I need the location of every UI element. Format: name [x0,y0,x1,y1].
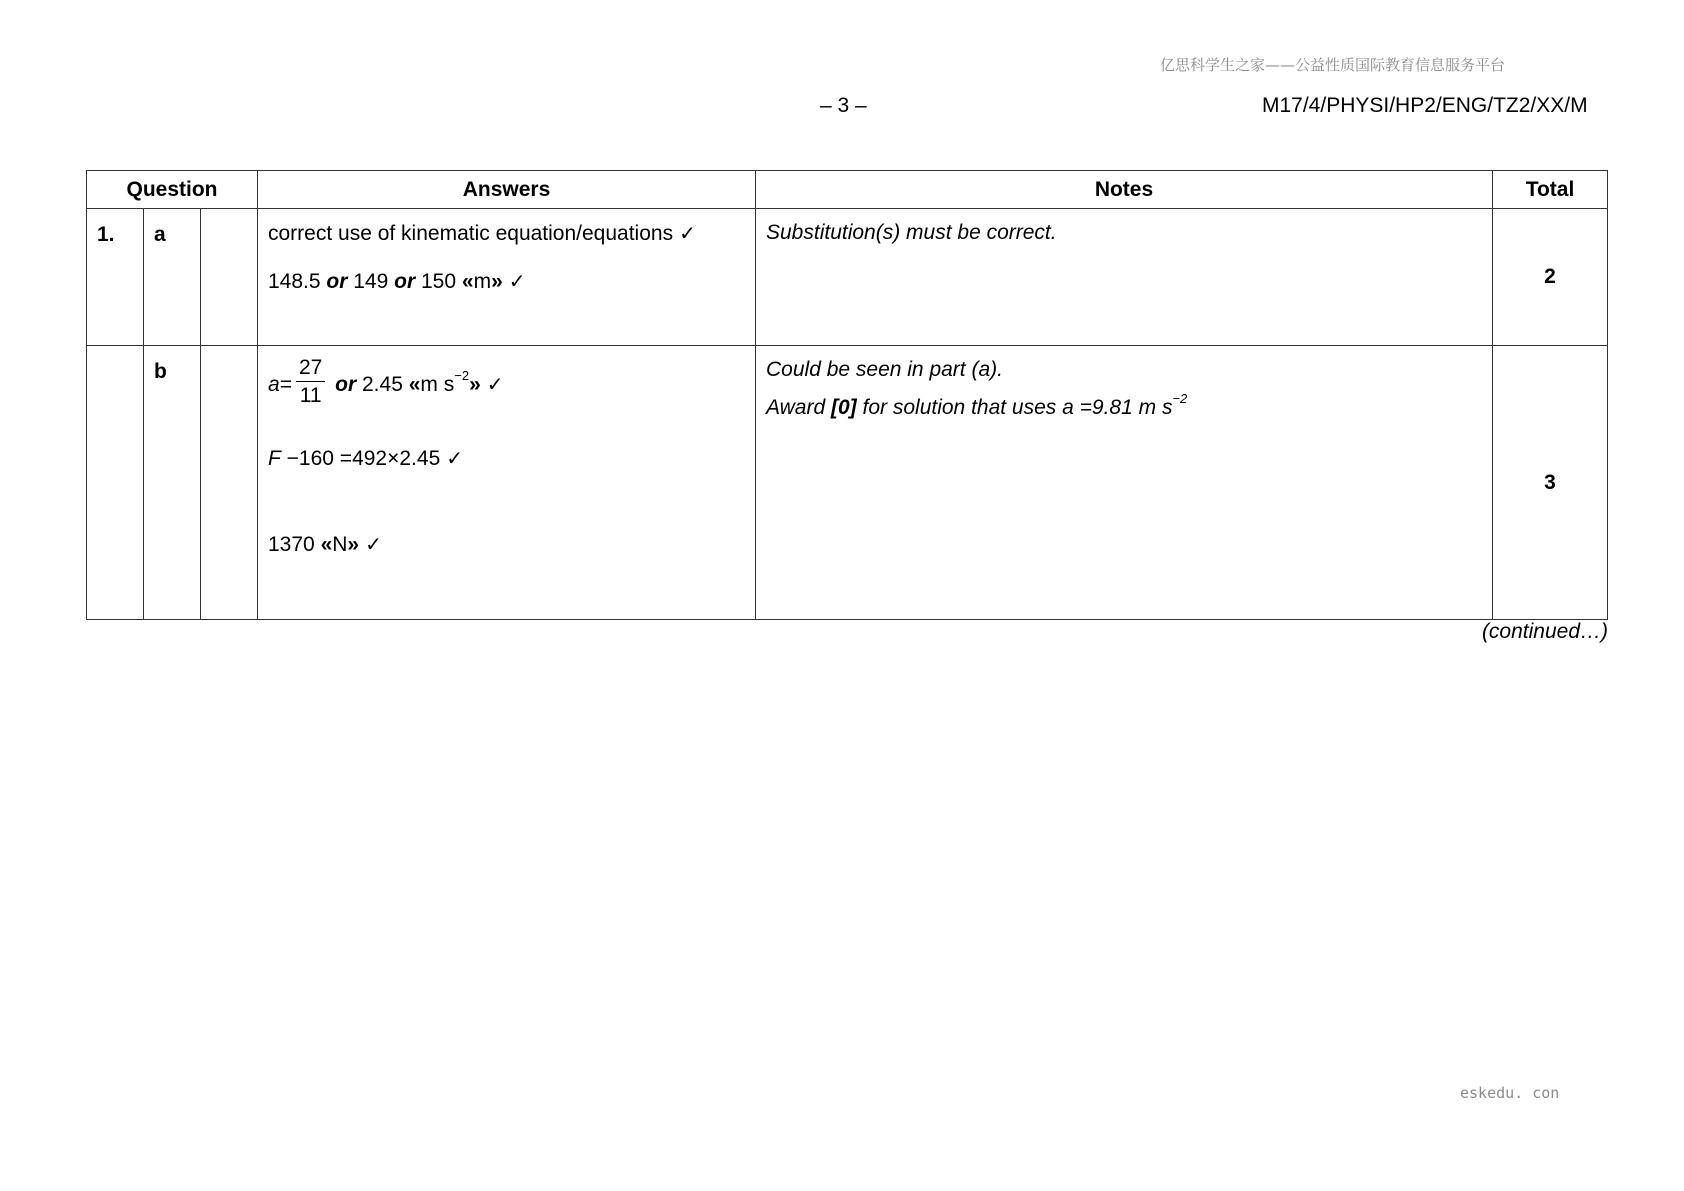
close-guillemet: » [347,533,360,556]
tick-icon: ✓ [679,221,696,245]
open-guillemet: « [320,533,333,556]
answer-line [268,221,696,246]
or-connector: or [326,270,348,293]
question-part: b [144,346,201,620]
tick-icon: ✓ [365,532,382,556]
table-row [87,209,1608,346]
answer-line [268,269,526,294]
tick-icon: ✓ [446,446,464,470]
answers-cell [258,346,756,620]
notes-cell [756,346,1493,620]
document-code: M17/4/PHYSI/HP2/ENG/TZ2/XX/M [1262,94,1588,117]
unit: N [332,533,348,556]
answer-value: 150 [420,270,457,293]
answer-value: 148.5 [268,270,321,293]
answer-text: correct use of kinematic equation/equations [268,222,674,245]
table-row [87,346,1608,620]
watermark-bottom: eskedu. con [1460,1084,1560,1102]
question-number: 1. [87,209,144,346]
total-mark: 2 [1493,209,1608,346]
force-equation: −160 =492×2.45 [286,447,441,470]
or-connector: or [394,270,416,293]
fraction [296,355,325,410]
table-header-row [87,171,1608,209]
answers-cell [258,209,756,346]
header-notes: Notes [756,171,1493,209]
unit: m s [420,373,455,397]
note-text: Substitution(s) must be correct. [766,221,1057,244]
or-connector: or [335,373,357,397]
header-total: Total [1493,171,1608,209]
header-answers: Answers [258,171,756,209]
answer-value: 1370 [268,533,315,556]
header-question: Question [87,171,258,209]
note-text: Could be seen in part (a). [766,358,1003,381]
note-text [766,391,1188,420]
note-award-label: Award [766,396,826,419]
variable-a: a [268,373,280,397]
mark-zero: [0] [831,396,857,419]
fraction-numerator: 27 [296,355,325,382]
question-subpart [201,346,258,620]
continued-label: (continued…) [1481,620,1608,643]
watermark-top: 亿思科学生之家——公益性质国际教育信息服务平台 [1160,56,1506,74]
open-guillemet: « [408,373,421,397]
answer-line [268,446,463,471]
question-subpart [201,209,258,346]
tick-icon: ✓ [486,372,504,397]
close-guillemet: » [469,373,481,397]
unit-exponent: −2 [1172,391,1188,406]
tick-icon: ✓ [508,269,526,293]
equals-sign: = [279,373,292,397]
question-number [87,346,144,620]
unit: m [473,270,492,293]
close-guillemet: » [491,270,503,293]
note-award-text: for solution that uses a =9.81 m s [862,396,1173,419]
variable-f: F [268,447,281,470]
page-number: – 3 – [820,94,867,117]
total-mark: 3 [1493,346,1608,620]
unit-exponent: −2 [454,368,470,384]
answer-value: 2.45 [362,373,403,397]
open-guillemet: « [461,270,474,293]
answer-line [268,358,504,413]
question-part: a [144,209,201,346]
answer-line [268,532,382,557]
markscheme-table [86,170,1608,620]
answer-value: 149 [353,270,389,293]
notes-cell [756,209,1493,346]
fraction-denominator: 11 [299,384,322,407]
